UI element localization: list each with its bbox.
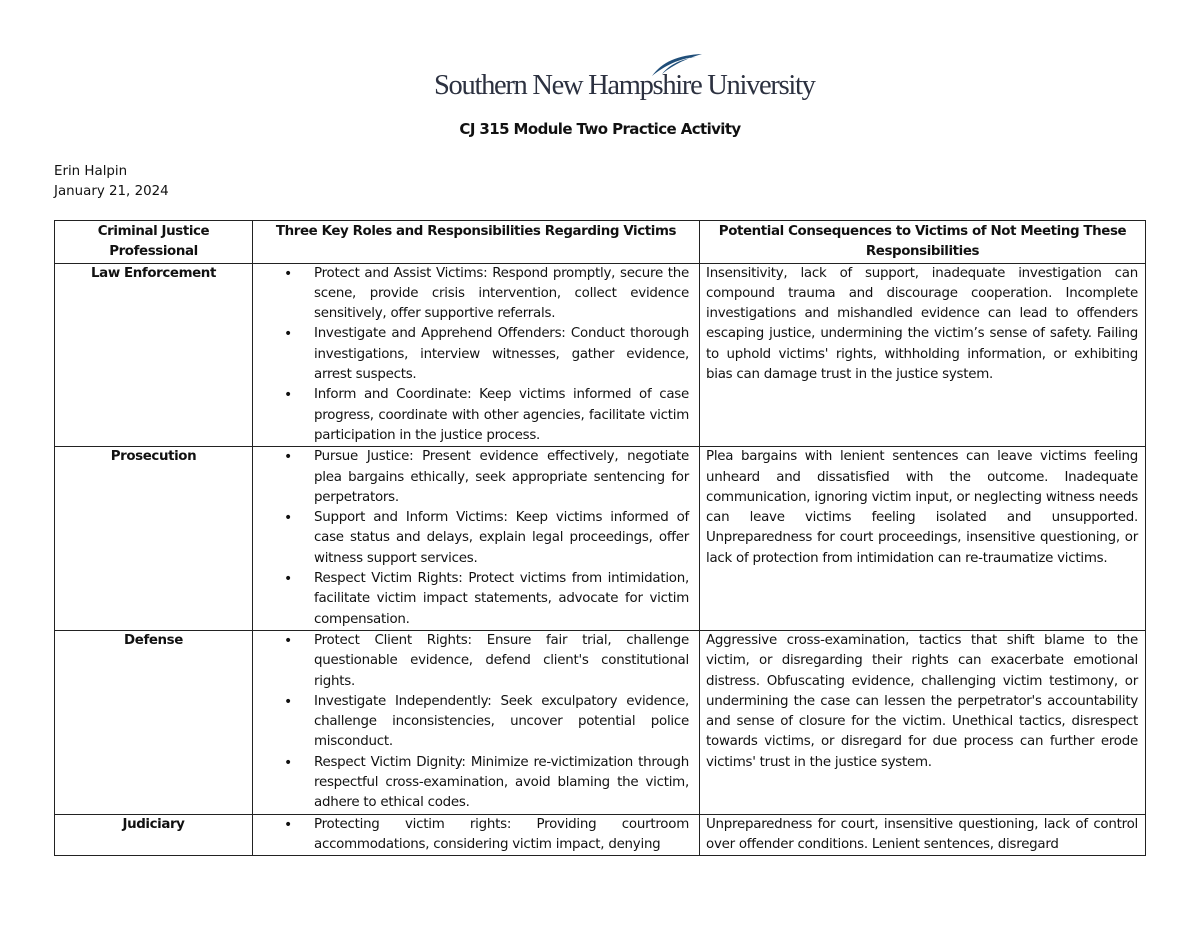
list-item: • Inform and Coordinate: Keep victims informed of case progress, coordinate with other agencies, facilitate victim participation in the justice process. — [314, 385, 689, 446]
list-item: • Respect Victim Dignity: Minimize re-victimization through respectful cross-examination, avoid blaming the victim, adhere to ethical codes. — [314, 753, 689, 814]
table-header-row — [55, 221, 1146, 264]
header-responsibilities: Three Key Roles and Responsibilities Regarding Victims — [253, 221, 700, 264]
university-logo — [434, 52, 815, 108]
responsibility-list — [253, 815, 699, 855]
responsibility-list — [253, 631, 699, 814]
list-item: • Protect and Assist Victims: Respond promptly, secure the scene, provide crisis intervention, collect evidence sensitively, offer supportive referrals. — [314, 264, 689, 325]
page-title: CJ 315 Module Two Practice Activity — [459, 120, 741, 138]
list-item: • Investigate and Apprehend Offenders: Conduct thorough investigations, interview witnesses, gather evidence, arrest suspects. — [314, 324, 689, 385]
consequences-text: Plea bargains with lenient sentences can leave victims feeling unheard and dissatisfied with the outcome. Inadequate communication, ignoring victim input, or neglecting witness needs can leave victims feeling isolated and unsupported. Unpreparedness for court proceedings, insensitive questioning, or lack of protection from intimidation can re-traumatize victims. — [706, 449, 1138, 566]
consequences-text: Insensitivity, lack of support, inadequate investigation can compound trauma and discourage cooperation. Incomplete investigations and mishandled evidence can lead to offenders escaping justice, undermining the victim’s sense of safety. Failing to uphold victims' rights, withholding information, or exhibiting bias can damage trust in the justice system. — [706, 265, 1138, 383]
role-name: Prosecution — [110, 449, 197, 465]
header-consequences: Potential Consequences to Victims of Not Meeting These Responsibilities — [700, 221, 1146, 264]
table-row — [55, 630, 1146, 814]
list-item: • Investigate Independently: Seek exculpatory evidence, challenge inconsistencies, uncover potential police misconduct. — [314, 692, 689, 753]
roles-table — [54, 220, 1146, 856]
author-block — [54, 162, 169, 202]
header-professional: Criminal Justice Professional — [55, 221, 253, 264]
list-item: • Protecting victim rights: Providing courtroom accommodations, considering victim impact, denying — [314, 815, 689, 855]
table-row — [55, 263, 1146, 447]
table-row — [55, 814, 1146, 855]
list-item: • Support and Inform Victims: Keep victims informed of case status and delays, explain legal proceedings, offer witness support services. — [314, 508, 689, 569]
responsibility-list — [253, 447, 699, 630]
table-row — [55, 447, 1146, 631]
consequences-text: Aggressive cross-examination, tactics that shift blame to the victim, or disregarding their rights can exacerbate emotional distress. Obfuscating evidence, challenging victim testimony, or undermining the case can lessen the perpetrator's accountability and sense of closure for the victim. Unethical tactics, disrespect towards victims, or disregard for due process can further erode victims' trust in the justice system. — [706, 632, 1138, 770]
author-name: Erin Halpin — [54, 164, 128, 179]
author-date: January 21, 2024 — [54, 184, 169, 199]
list-item: • Protect Client Rights: Ensure fair trial, challenge questionable evidence, defend client's constitutional rights. — [314, 631, 689, 692]
role-name: Judiciary — [122, 816, 185, 832]
logo-wordmark: Southern New Hampshire University — [434, 70, 815, 101]
role-name: Law Enforcement — [91, 265, 216, 281]
role-name: Defense — [124, 632, 183, 648]
consequences-text: Unpreparedness for court, insensitive questioning, lack of control over offender conditions. Lenient sentences, disregard — [706, 816, 1138, 852]
responsibility-list — [253, 264, 699, 447]
list-item: • Respect Victim Rights: Protect victims from intimidation, facilitate victim impact statements, advocate for victim compensation. — [314, 569, 689, 630]
list-item: • Pursue Justice: Present evidence effectively, negotiate plea bargains ethically, seek appropriate sentencing for perpetrators. — [314, 447, 689, 508]
